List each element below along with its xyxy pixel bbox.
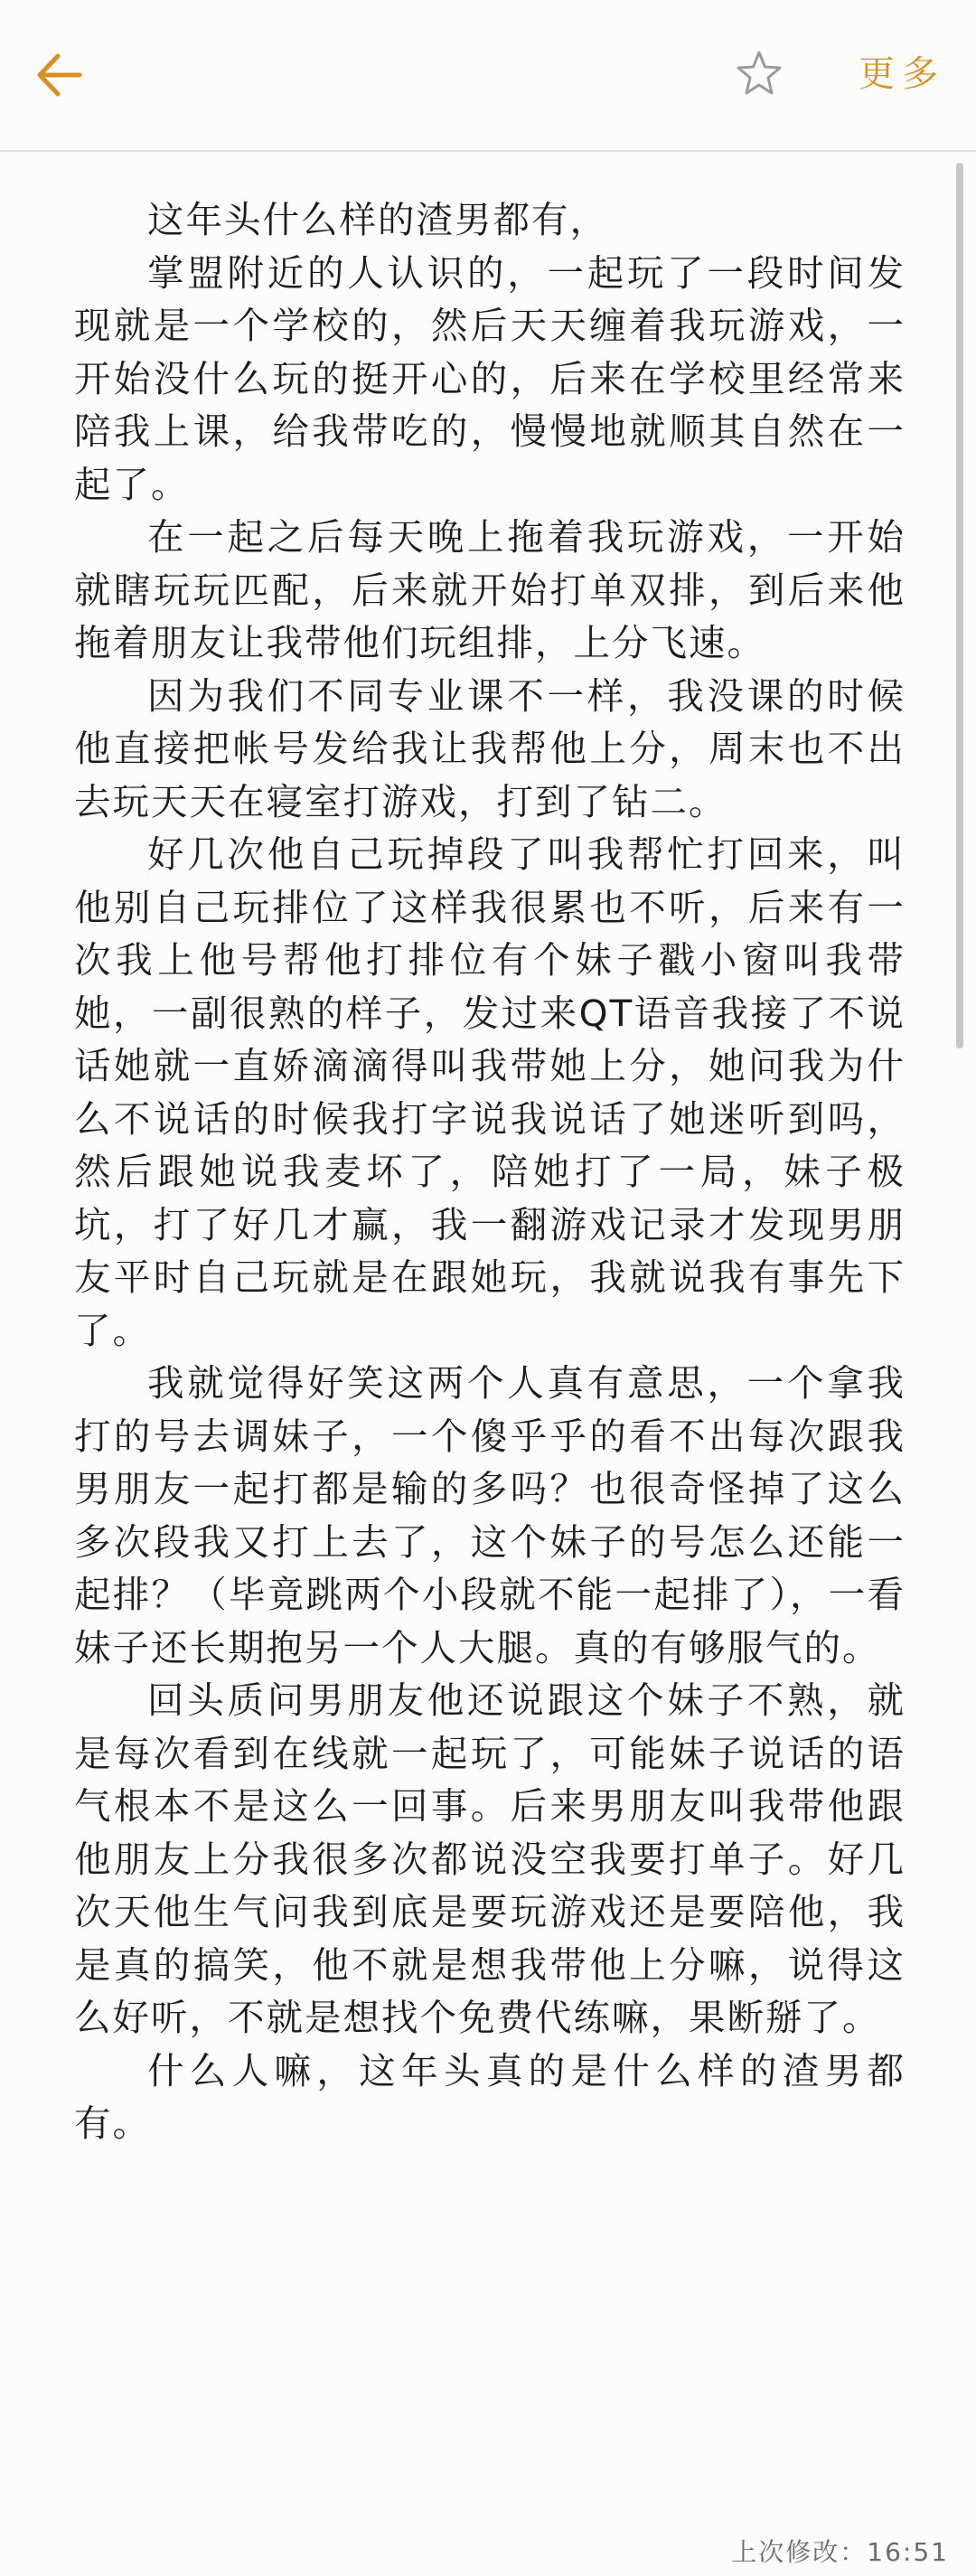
- note-paragraph: 我就觉得好笑这两个人真有意思，一个拿我打的号去调妹子，一个傻乎乎的看不出每次跟我男朋友一起打都是输的多吗？也很奇怪掉了这么多次段我又打上去了，这个妹子的号怎么还能一起排？（毕竟跳两个小段就不能一起排了），一看妹子还长期抱另一个人大腿。真的有够服气的。: [74, 1361, 906, 1669]
- note-paragraph: 在一起之后每天晚上拖着我玩游戏，一开始就瞎玩玩匹配，后来就开始打单双排，到后来他拖着朋友让我带他们玩组排，上分飞速。: [74, 515, 906, 664]
- arrow-left-icon: [33, 43, 87, 107]
- note-paragraph: 什么人嘛，这年头真的是什么样的渣男都有。: [74, 2048, 906, 2145]
- note-paragraph: 因为我们不同专业课不一样，我没课的时候他直接把帐号发给我让我帮他上分，周末也不出去玩天天在寝室打游戏，打到了钻二。: [74, 673, 906, 823]
- scrollbar[interactable]: [956, 163, 963, 1048]
- top-bar: [0, 0, 976, 152]
- note-paragraph: 回头质问男朋友他还说跟这个妹子不熟，就是每次看到在线就一起玩了，可能妹子说话的语气根本不是这么一回事。后来男朋友叫我带他跟他朋友上分我很多次都说没空我要打单子。好几次天他生气问我到底是要玩游戏还是要陪他，我是真的搞笑，他不就是想我带他上分嘛，说得这么好听，不就是想找个免费代练嘛，果断掰了。: [74, 1678, 906, 2039]
- more-button[interactable]: 更多: [859, 53, 945, 95]
- note-body[interactable]: [74, 193, 906, 2150]
- favorite-button[interactable]: [732, 47, 795, 110]
- note-paragraph: 这年头什么样的渣男都有，: [147, 198, 608, 241]
- note-paragraph: 好几次他自己玩掉段了叫我帮忙打回来，叫他别自己玩排位了这样我很累也不听，后来有一次我上他号帮他打排位有个妹子戳小窗叫我带她，一副很熟的样子，发过来QT语音我接了不说话她就一直娇滴滴得叫我带她上分，她问我为什么不说话的时候我打字说我说话了她迷听到吗，然后跟她说我麦坏了，陪她打了一局，妹子极坑，打了好几才赢，我一翻游戏记录才发现男朋友平时自己玩就是在跟她玩，我就说我有事先下了。: [74, 832, 906, 1352]
- star-icon: [732, 47, 786, 101]
- note-paragraph: 掌盟附近的人认识的，一起玩了一段时间发现就是一个学校的，然后天天缠着我玩游戏，一开始没什么玩的挺开心的，后来在学校里经常来陪我上课，给我带吃的，慢慢地就顺其自然在一起了。: [74, 250, 906, 506]
- back-button[interactable]: [33, 43, 105, 108]
- last-modified-label: 上次修改：16:51: [731, 2537, 949, 2567]
